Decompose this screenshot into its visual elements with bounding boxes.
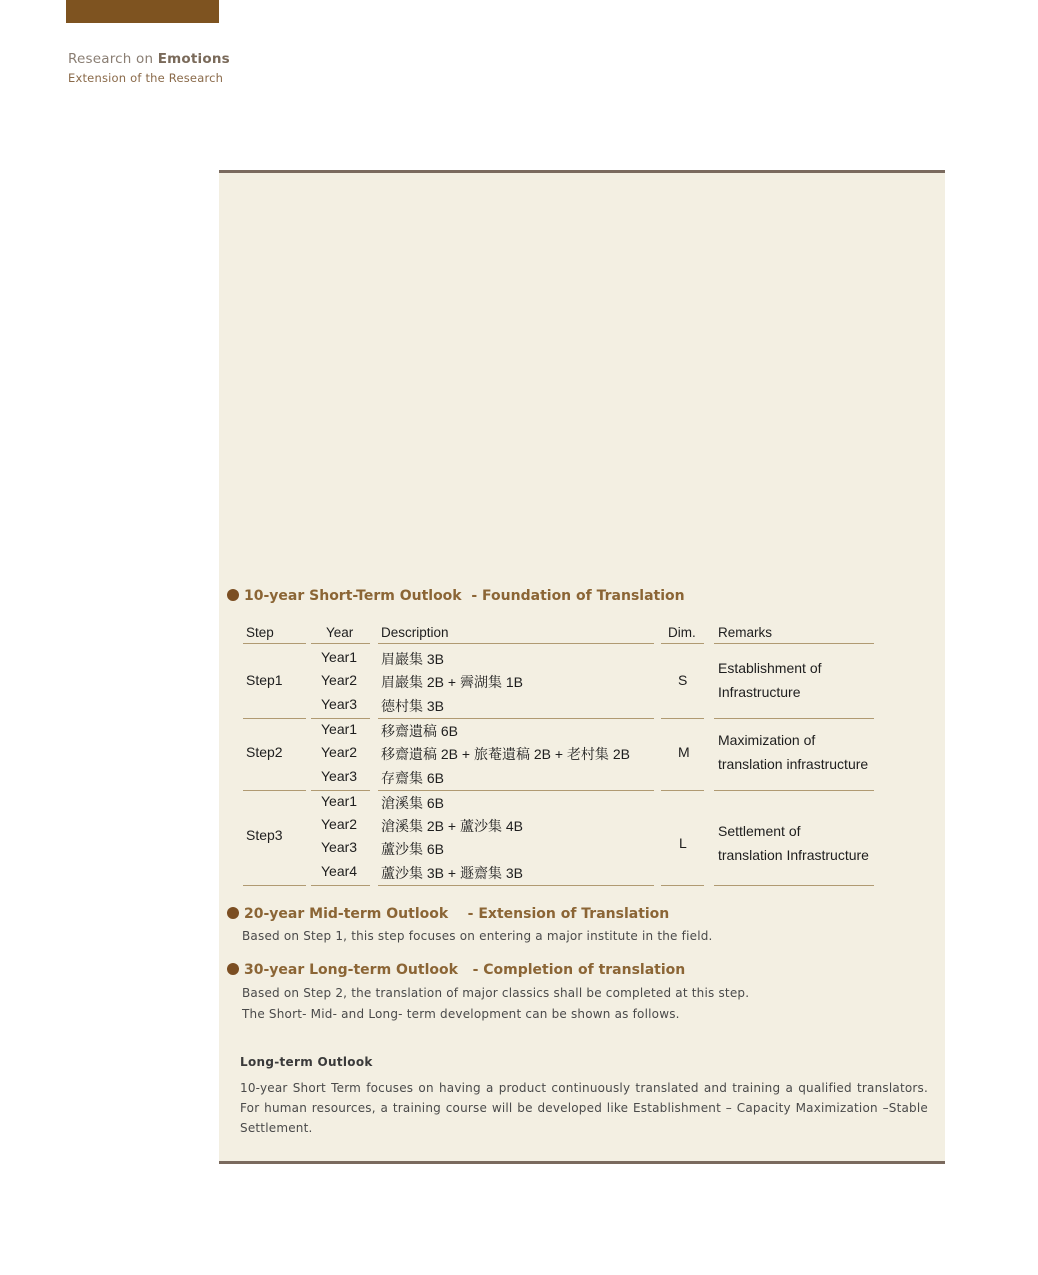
header-rule [714,643,874,644]
description-text: 滄溪集 6B [381,794,445,811]
group-rule [378,718,654,719]
group-rule [378,790,654,791]
step-label: Step1 [246,671,283,688]
group-rule [714,718,874,719]
year-label: Year4 [321,862,358,879]
bullet-icon [227,907,239,919]
description-text: 移齋遺稿 6B [381,722,459,739]
table-header-cell: Description [381,625,449,640]
group-rule [243,885,306,886]
description-text: 眉巖集 3B [381,651,445,667]
year-label: Year1 [321,792,358,809]
group-rule [311,718,370,719]
table-header-cell: Dim. [668,625,696,640]
long-term-box-title: Long-term Outlook [240,1055,373,1069]
long-term-text-1: Based on Step 2, the translation of major classics shall be completed at this step. [242,986,750,1000]
dim-label: L [679,835,687,852]
group-rule [661,885,704,886]
remarks-text: translation infrastructure [718,755,869,772]
description-text: 蘆沙集 3B + 遯齋集 3B [381,864,523,881]
bullet-icon [227,963,239,975]
description-text: 眉巖集 2B + 霽湖集 1B [381,674,523,691]
year-label: Year1 [321,720,358,737]
year-label: Year2 [321,744,358,761]
description-text: 存齋集 6B [381,769,445,786]
content-panel [219,170,945,1164]
group-rule [243,790,306,791]
long-term-box-text: 10-year Short Term focuses on having a product continuously translated and training a qualified translators. For human resources, a training course will be developed like Establishment – Capacity Maximization –Stable Settlement. [240,1081,928,1135]
mid-term-text: Based on Step 1, this step focuses on entering a major institute in the field. [242,929,713,943]
running-head [68,51,230,85]
year-label: Year2 [321,816,358,833]
header-rule [378,643,654,644]
short-term-heading: 10-year Short-Term Outlook - Foundation of Translation [227,588,685,604]
group-rule [714,885,874,886]
header-rule [311,643,370,644]
table-header-cell: Year [326,625,354,640]
group-rule [311,790,370,791]
running-head-subtitle: Extension of the Research [68,71,224,85]
table-header-cell: Step [246,625,274,640]
remarks-text: Establishment of [718,659,822,676]
step-label: Step2 [246,743,283,760]
header-rule [243,643,306,644]
group-rule [243,718,306,719]
table-header-cell: Remarks [718,625,773,640]
top-color-bar [66,0,219,23]
year-label: Year3 [321,767,358,784]
group-rule [661,718,704,719]
step-label: Step3 [246,827,283,844]
remarks-text: Settlement of [718,823,801,840]
year-label: Year3 [321,839,358,856]
group-rule [378,885,654,886]
year-label: Year1 [321,649,358,665]
description-text: 滄溪集 2B + 蘆沙集 4B [381,818,523,835]
group-rule [311,885,370,886]
dim-label: M [678,743,690,760]
group-rule [661,790,704,791]
header-rule [661,643,704,644]
remarks-text: Maximization of [718,731,816,748]
year-label: Year3 [321,695,358,712]
mid-term-heading: 20-year Mid-term Outlook - Extension of Translation [227,906,669,922]
description-text: 蘆沙集 6B [381,841,445,858]
bullet-icon [227,589,239,601]
remarks-text: Infrastructure [718,683,801,700]
running-head-title: Research on Emotions [68,51,230,67]
description-text: 德村集 3B [381,697,445,714]
long-term-text-2: The Short- Mid- and Long- term development can be shown as follows. [242,1007,680,1021]
description-text: 移齋遺稿 2B + 旅菴遺稿 2B + 老村集 2B [381,746,630,763]
year-label: Year2 [321,672,358,689]
long-term-heading: 30-year Long-term Outlook - Completion of translation [227,962,685,978]
group-rule [714,790,874,791]
remarks-text: translation Infrastructure [718,847,869,864]
dim-label: S [678,671,688,688]
